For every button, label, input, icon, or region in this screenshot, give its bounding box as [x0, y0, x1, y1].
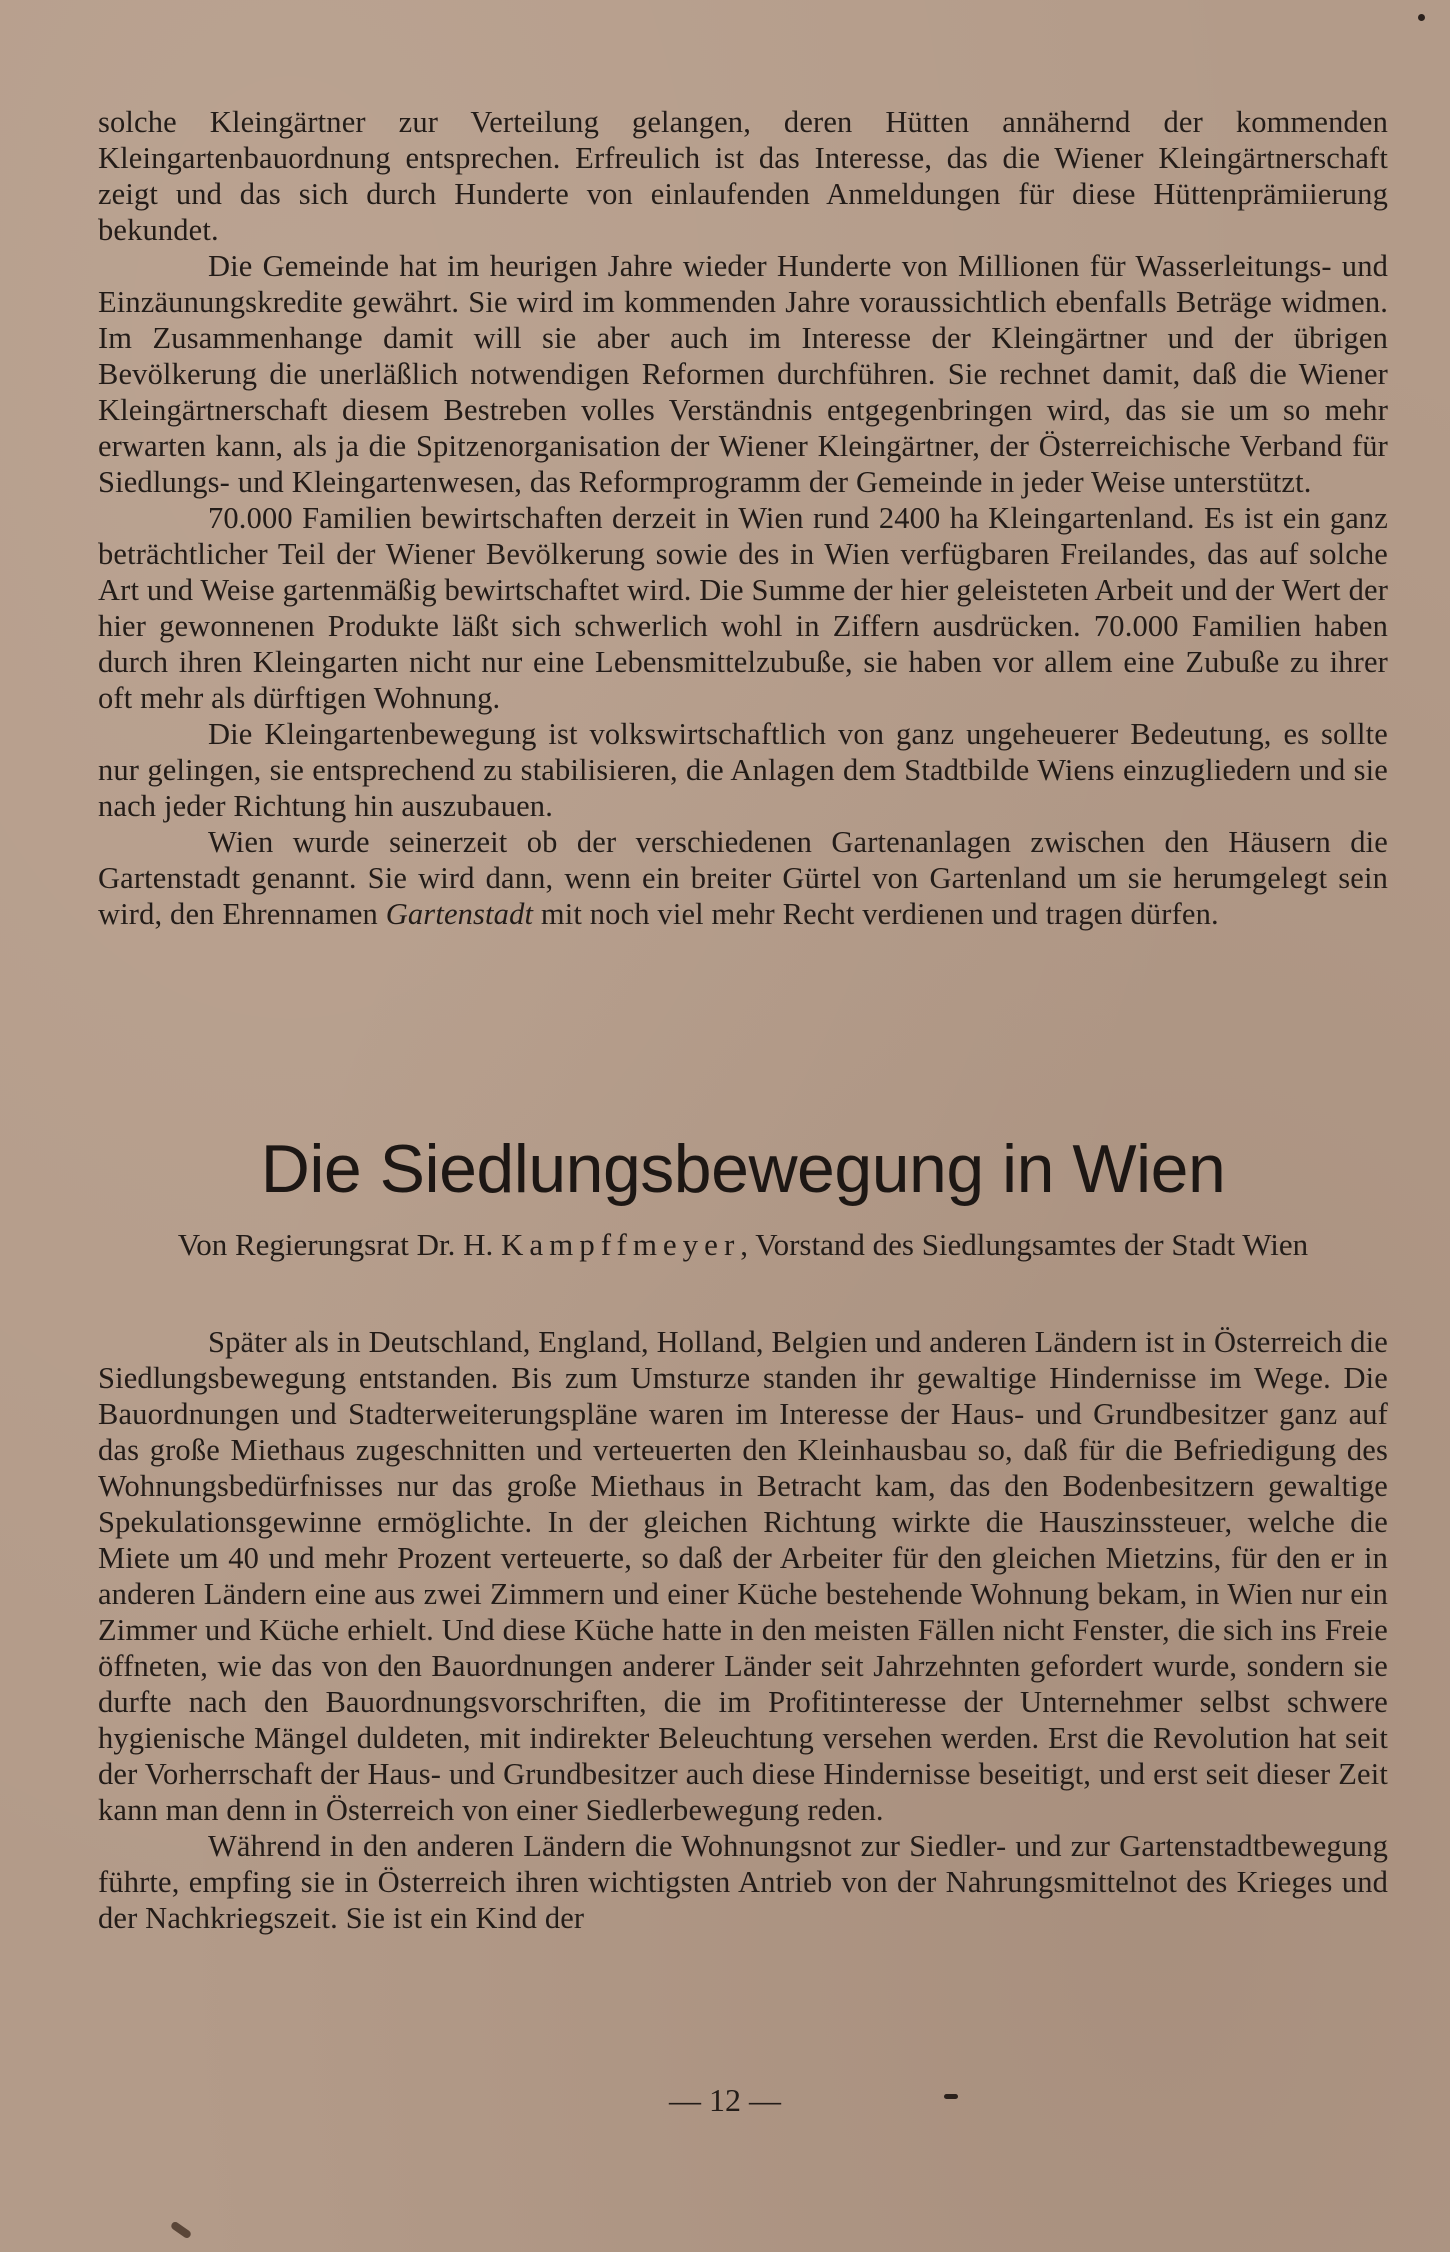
byline-suffix: , Vorstand des Siedlungsamtes der Stadt Wien	[740, 1227, 1309, 1262]
paragraph-3: 70.000 Familien bewirtschaften derzeit in Wien rund 2400 ha Kleingartenland. Es ist ein ganz beträchtlicher Teil der Wiener Bevölkerung sowie des in Wien verfügbaren Freilandes, das auf solche Art und Weise gartenmäßig bewirtschaftet wird. Die Summe der hier geleisteten Arbeit und der Wert der hier gewonnenen Produkte läßt sich schwerlich wohl in Ziffern ausdrücken. 70.000 Familien haben durch ihren Kleingarten nicht nur eine Lebensmittelzubuße, sie haben vor allem eine Zubuße zu ihrer oft mehr als dürftigen Wohnung.	[98, 501, 1388, 715]
ink-speck	[944, 2094, 958, 2099]
paragraph-2: Die Gemeinde hat im heurigen Jahre wieder Hunderte von Millionen für Wasserleitungs- und Einzäunungskredite gewährt. Sie wird im kommenden Jahre voraussichtlich ebenfalls Beträge widmen. Im Zusammenhange damit will sie aber auch im Interesse der Kleingärtner und der übrigen Bevölkerung die unerläßlich notwendigen Reformen durchführen. Sie rechnet damit, daß die Wiener Kleingärtnerschaft diesem Bestreben volles Verständnis entgegenbringen wird, das sie um so mehr erwarten kann, als ja die Spitzenorganisation der Wiener Kleingärtner, der Österreichische Verband für Siedlungs- und Kleingartenwesen, das Reformprogramm der Gemeinde in jeder Weise unterstützt.	[98, 249, 1388, 499]
article-body	[98, 1324, 1388, 1936]
article-paragraph-2: Während in den anderen Ländern die Wohnungsnot zur Siedler- und zur Gartenstadtbewegung führte, empfing sie in Österreich ihren wichtigsten Antrieb von der Nahrungsmittelnot des Krieges und der Nachkriegszeit. Sie ist ein Kind der	[98, 1829, 1388, 1935]
paragraph-5-text-end: mit noch viel mehr Recht verdienen und tragen dürfen.	[533, 897, 1219, 931]
page-number: — 12 —	[669, 2082, 781, 2118]
section-kleingarten-text	[98, 104, 1388, 932]
article-byline	[98, 1224, 1388, 1266]
ink-speck	[1418, 14, 1425, 21]
paragraph-5	[98, 824, 1388, 932]
paragraph-4: Die Kleingartenbewegung ist volkswirtschaftlich von ganz ungeheuerer Bedeutung, es sollte nur gelingen, sie entsprechend zu stabilisieren, die Anlagen dem Stadtbilde Wiens einzugliedern und sie nach jeder Richtung hin auszubauen.	[98, 717, 1388, 823]
author-name: Kampffmeyer	[500, 1227, 741, 1262]
paragraph-5-text: Wien wurde seinerzeit ob der verschiedenen Gartenanlagen zwischen den Häusern die Gartenstadt genannt. Sie wird dann, wenn ein breiter Gürtel von Gartenland um sie herumgelegt sein wird, den Ehrennamen	[98, 825, 1388, 931]
byline-prefix: Von Regierungsrat Dr. H.	[177, 1227, 501, 1262]
article-paragraph-1: Später als in Deutschland, England, Holland, Belgien und anderen Ländern ist in Österreich die Siedlungsbewegung entstanden. Bis zum Umsturze standen ihr gewaltige Hindernisse im Wege. Die Bauordnungen und Stadterweiterungspläne waren im Interesse der Haus- und Grundbesitzer ganz auf das große Miethaus zugeschnitten und verteuerten den Kleinhausbau so, daß für die Befriedigung des Wohnungsbedürfnisses nur das große Miethaus in Betracht kam, das den Bodenbesitzern gewaltige Spekulationsgewinne ermöglichte. In der gleichen Richtung wirkte die Hauszinssteuer, welche die Miete um 40 und mehr Prozent verteuerte, so daß der Arbeiter für den gleichen Mietzins, für den er in anderen Ländern eine aus zwei Zimmern und einer Küche bestehende Wohnung bekam, in Wien nur ein Zimmer und Küche erhielt. Und diese Küche hatte in den meisten Fällen nicht Fenster, die sich ins Freie öffneten, wie das von den Bauordnungen anderer Länder seit Jahrzehnten gefordert wurde, sondern sie durfte nach den Bauordnungsvorschriften, die im Profitinteresse der Unternehmer selbst schwere hygienische Mängel duldeten, mit indirekter Beleuchtung versehen werden. Erst die Revolution hat seit der Vorherrschaft der Haus- und Grundbesitzer auch diese Hindernisse beseitigt, und erst seit dieser Zeit kann man denn in Österreich von einer Siedlerbewegung reden.	[98, 1325, 1388, 1827]
paragraph-1: solche Kleingärtner zur Verteilung gelangen, deren Hütten annähernd der kommenden Kleingartenbauordnung entsprechen. Erfreulich ist das Interesse, das die Wiener Kleingärtnerschaft zeigt und das sich durch Hunderte von einlaufenden Anmeldungen für diese Hüttenprämiierung bekundet.	[98, 105, 1388, 247]
ink-speck	[170, 2220, 193, 2239]
article-title: Die Siedlungsbewegung in Wien	[260, 1131, 1226, 1207]
emphasis-gartenstadt: Gartenstadt	[385, 897, 534, 931]
